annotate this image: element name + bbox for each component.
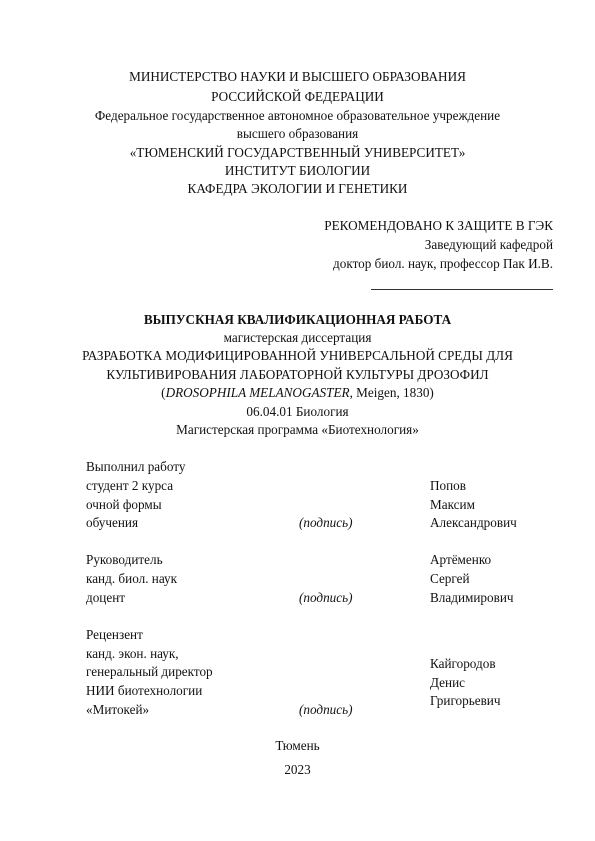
work-title-line-2: КУЛЬТИВИРОВАНИЯ ЛАБОРАТОРНОЙ КУЛЬТУРЫ ДРОЗОФИЛ <box>106 367 489 382</box>
author-patronymic: Александрович <box>430 515 517 530</box>
work-type: ВЫПУСКНАЯ КВАЛИФИКАЦИОННАЯ РАБОТА <box>143 312 452 327</box>
year: 2023 <box>284 762 311 777</box>
species-author-year: , Meigen, 1830) <box>349 385 434 400</box>
author-surname: Попов <box>430 478 466 493</box>
city: Тюмень <box>275 738 320 753</box>
author-role-2: студент 2 курса <box>86 478 174 493</box>
institute-name: ИНСТИТУТ БИОЛОГИИ <box>224 163 371 178</box>
species-latin-name: DROSOPHILA MELANOGASTER <box>165 385 350 400</box>
supervisor-role-3: доцент <box>86 590 126 605</box>
reviewer-role-3: генеральный директор <box>86 664 213 679</box>
department-name: КАФЕДРА ЭКОЛОГИИ И ГЕНЕТИКИ <box>187 181 408 196</box>
reviewer-signature: (подпись) <box>299 702 353 717</box>
reviewer-role-4: НИИ биотехнологии <box>86 683 203 698</box>
author-role-4: обучения <box>86 515 139 530</box>
institution-line-2: высшего образования <box>236 126 359 141</box>
reviewer-role-5: «Митокей» <box>86 702 150 717</box>
supervisor-first-name: Сергей <box>430 571 470 586</box>
program-name: Магистерская программа «Биотехнология» <box>176 422 419 437</box>
author-role-1: Выполнил работу <box>86 459 186 474</box>
author-first-name: Максим <box>430 497 475 512</box>
approval-role: Заведующий кафедрой <box>424 237 553 252</box>
reviewer-role-2: канд. экон. наук, <box>86 646 179 661</box>
reviewer-role-1: Рецензент <box>86 627 143 642</box>
approval-signature-line <box>371 289 553 290</box>
reviewer-patronymic: Григорьевич <box>430 693 501 708</box>
approval-recommended: РЕКОМЕНДОВАНО К ЗАЩИТЕ В ГЭК <box>324 218 553 233</box>
reviewer-first-name: Денис <box>430 675 465 690</box>
speciality-code: 06.04.01 Биология <box>246 404 349 419</box>
supervisor-surname: Артёменко <box>430 552 492 567</box>
author-role-3: очной формы <box>86 497 162 512</box>
author-signature: (подпись) <box>299 515 353 530</box>
university-name: «ТЮМЕНСКИЙ ГОСУДАРСТВЕННЫЙ УНИВЕРСИТЕТ» <box>129 145 466 160</box>
ministry-line-2: РОССИЙСКОЙ ФЕДЕРАЦИИ <box>211 89 384 104</box>
supervisor-role-2: канд. биол. наук <box>86 571 178 586</box>
approval-person: доктор биол. наук, профессор Пак И.В. <box>333 256 553 271</box>
work-title-line-1: РАЗРАБОТКА МОДИФИЦИРОВАННОЙ УНИВЕРСАЛЬНОЙ СРЕДЫ ДЛЯ <box>82 348 513 363</box>
reviewer-surname: Кайгородов <box>430 656 496 671</box>
work-subtype: магистерская диссертация <box>223 330 372 345</box>
work-species <box>0 385 595 401</box>
species-open-paren: ( <box>161 385 166 400</box>
supervisor-patronymic: Владимирович <box>430 590 514 605</box>
supervisor-role-1: Руководитель <box>86 552 163 567</box>
supervisor-signature: (подпись) <box>299 590 353 605</box>
institution-line-1: Федеральное государственное автономное образовательное учреждение <box>94 108 501 123</box>
ministry-line-1: МИНИСТЕРСТВО НАУКИ И ВЫСШЕГО ОБРАЗОВАНИЯ <box>129 69 466 84</box>
